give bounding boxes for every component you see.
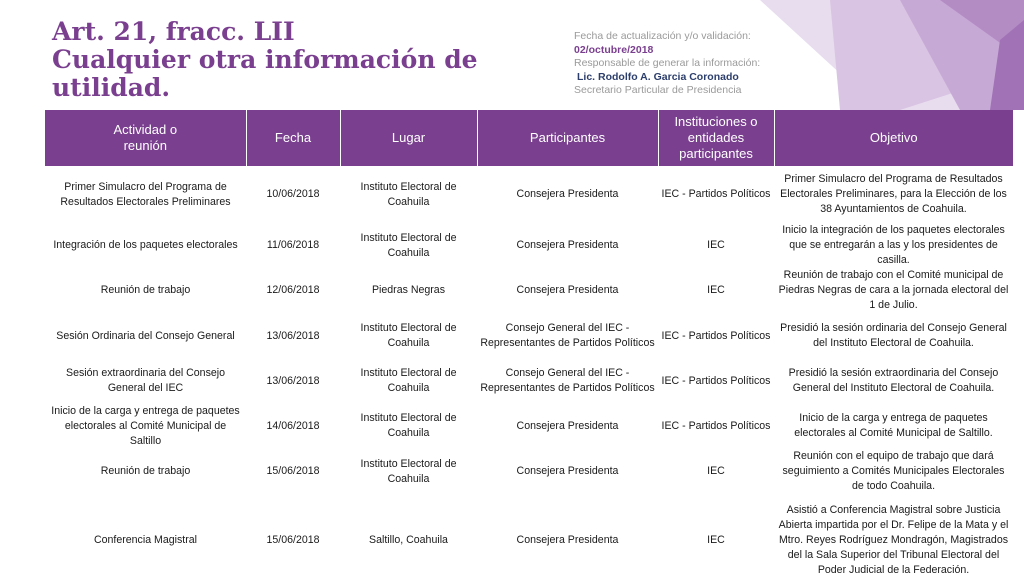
column-header-actividad: Actividad o reunión xyxy=(45,110,246,166)
cell-fecha: 13/06/2018 xyxy=(266,329,320,342)
table-row xyxy=(45,313,1013,359)
cell-participantes: Consejera Presidenta xyxy=(516,533,619,546)
cell-participantes: Consejera Presidenta xyxy=(516,239,619,251)
cell-instituciones: IEC - Partidos Políticos xyxy=(661,329,771,342)
cell-actividad: Primer Simulacro del Programa de Resultados Electorales Preliminares xyxy=(60,180,231,208)
activities-table xyxy=(45,110,1013,586)
cell-lugar: Instituto Electoral de Coahuila xyxy=(360,457,457,485)
cell-participantes: Consejera Presidenta xyxy=(516,284,619,296)
column-header-objetivo: Objetivo xyxy=(774,110,1013,166)
cell-actividad: Reunión de trabajo xyxy=(100,465,191,477)
cell-participantes: Consejo General del IEC - Representantes de Partidos Políticos xyxy=(480,367,655,394)
cell-participantes: Consejo General del IEC - Representantes de Partidos Políticos xyxy=(480,322,655,349)
cell-instituciones: IEC - Partidos Políticos xyxy=(661,419,771,432)
title-line-3: utilidad. xyxy=(52,73,171,102)
cell-participantes: Consejera Presidenta xyxy=(516,465,619,477)
responsible-role: Secretario Particular de Presidencia xyxy=(574,84,742,96)
table-row xyxy=(45,166,1013,223)
column-header-fecha: Fecha xyxy=(246,110,340,166)
cell-actividad: Inicio de la carga y entrega de paquetes electorales al Comité Municipal de Saltillo xyxy=(51,404,240,447)
cell-lugar: Instituto Electoral de Coahuila xyxy=(360,322,457,349)
cell-instituciones: IEC - Partidos Políticos xyxy=(661,188,771,200)
cell-actividad: Sesión Ordinaria del Consejo General xyxy=(56,329,235,342)
update-info xyxy=(574,30,904,98)
cell-lugar: Instituto Electoral de Coahuila xyxy=(360,367,457,394)
cell-instituciones: IEC xyxy=(707,465,725,477)
update-date-label: Fecha de actualización y/o validación: xyxy=(574,30,751,42)
cell-actividad: Sesión extraordinaria del Consejo General del IEC xyxy=(66,367,225,394)
cell-instituciones: IEC xyxy=(707,533,725,546)
title-line-2: Cualquier otra información de xyxy=(52,45,478,74)
cell-fecha: 14/06/2018 xyxy=(266,419,320,432)
cell-lugar: Instituto Electoral de Coahuila xyxy=(360,231,457,259)
title-line-1: Art. 21, fracc. LII xyxy=(52,17,295,46)
cell-fecha: 12/06/2018 xyxy=(266,284,320,296)
page-title xyxy=(52,18,522,102)
cell-objetivo: Inicio de la carga y entrega de paquetes electorales al Comité Municipal de Saltillo. xyxy=(794,412,993,439)
cell-objetivo: Reunión con el equipo de trabajo que dará seguimiento a Comités Municipales Electorales de todo Coahuila. xyxy=(782,450,1005,492)
table-row xyxy=(45,403,1013,449)
cell-lugar: Piedras Negras xyxy=(371,284,445,296)
cell-fecha: 15/06/2018 xyxy=(266,533,320,546)
table-row xyxy=(45,494,1013,586)
table-row xyxy=(45,449,1013,494)
table-header-row xyxy=(45,110,1013,166)
cell-objetivo: Inicio la integración de los paquetes electorales que se entregarán a las y los presidentes de casilla. xyxy=(782,224,1005,266)
cell-objetivo: Presidió la sesión ordinaria del Consejo General del Instituto Electoral de Coahuila. xyxy=(780,322,1007,349)
cell-instituciones: IEC xyxy=(707,239,725,251)
cell-instituciones: IEC - Partidos Políticos xyxy=(661,374,771,387)
column-header-instituciones: Instituciones o entidades participantes xyxy=(658,110,774,166)
cell-actividad: Integración de los paquetes electorales xyxy=(53,239,238,251)
table-row xyxy=(45,268,1013,313)
cell-objetivo: Primer Simulacro del Programa de Resultados Electorales Preliminares, para la Elección de los 38 Ayuntamientos de Coahuila. xyxy=(780,173,1007,215)
cell-fecha: 10/06/2018 xyxy=(266,188,320,200)
activities-table-container xyxy=(45,110,1013,586)
cell-lugar: Saltillo, Coahuila xyxy=(369,533,448,546)
cell-participantes: Consejera Presidenta xyxy=(516,419,619,432)
responsible-name: Lic. Rodolfo A. Garcia Coronado xyxy=(577,70,739,83)
responsible-label: Responsable de generar la información: xyxy=(574,57,761,69)
cell-instituciones: IEC xyxy=(707,284,725,296)
cell-lugar: Instituto Electoral de Coahuila xyxy=(360,412,457,439)
table-row xyxy=(45,359,1013,403)
cell-actividad: Reunión de trabajo xyxy=(100,284,191,296)
cell-fecha: 11/06/2018 xyxy=(266,239,320,251)
update-date: 02/octubre/2018 xyxy=(574,43,654,56)
cell-participantes: Consejera Presidenta xyxy=(516,188,619,200)
cell-lugar: Instituto Electoral de Coahuila xyxy=(360,180,457,208)
cell-objetivo: Presidió la sesión extraordinaria del Consejo General del Instituto Electoral de Coahuila. xyxy=(788,367,999,394)
cell-objetivo: Reunión de trabajo con el Comité municipal de Piedras Negras de cara a la jornada electoral del 1 de Julio. xyxy=(778,269,1009,311)
column-header-participantes: Participantes xyxy=(477,110,658,166)
cell-fecha: 13/06/2018 xyxy=(266,374,320,387)
cell-fecha: 15/06/2018 xyxy=(266,465,320,477)
cell-actividad: Conferencia Magistral xyxy=(93,533,198,546)
cell-objetivo: Asistió a Conferencia Magistral sobre Justicia Abierta impartida por el Dr. Felipe de la Mata y el Mtro. Reyes Rodríguez Mondragón, Magistrados del la Sala Superior del Tribunal Electoral del Poder Judicial de la Federación. xyxy=(778,503,1009,576)
column-header-lugar: Lugar xyxy=(340,110,477,166)
table-row xyxy=(45,223,1013,268)
